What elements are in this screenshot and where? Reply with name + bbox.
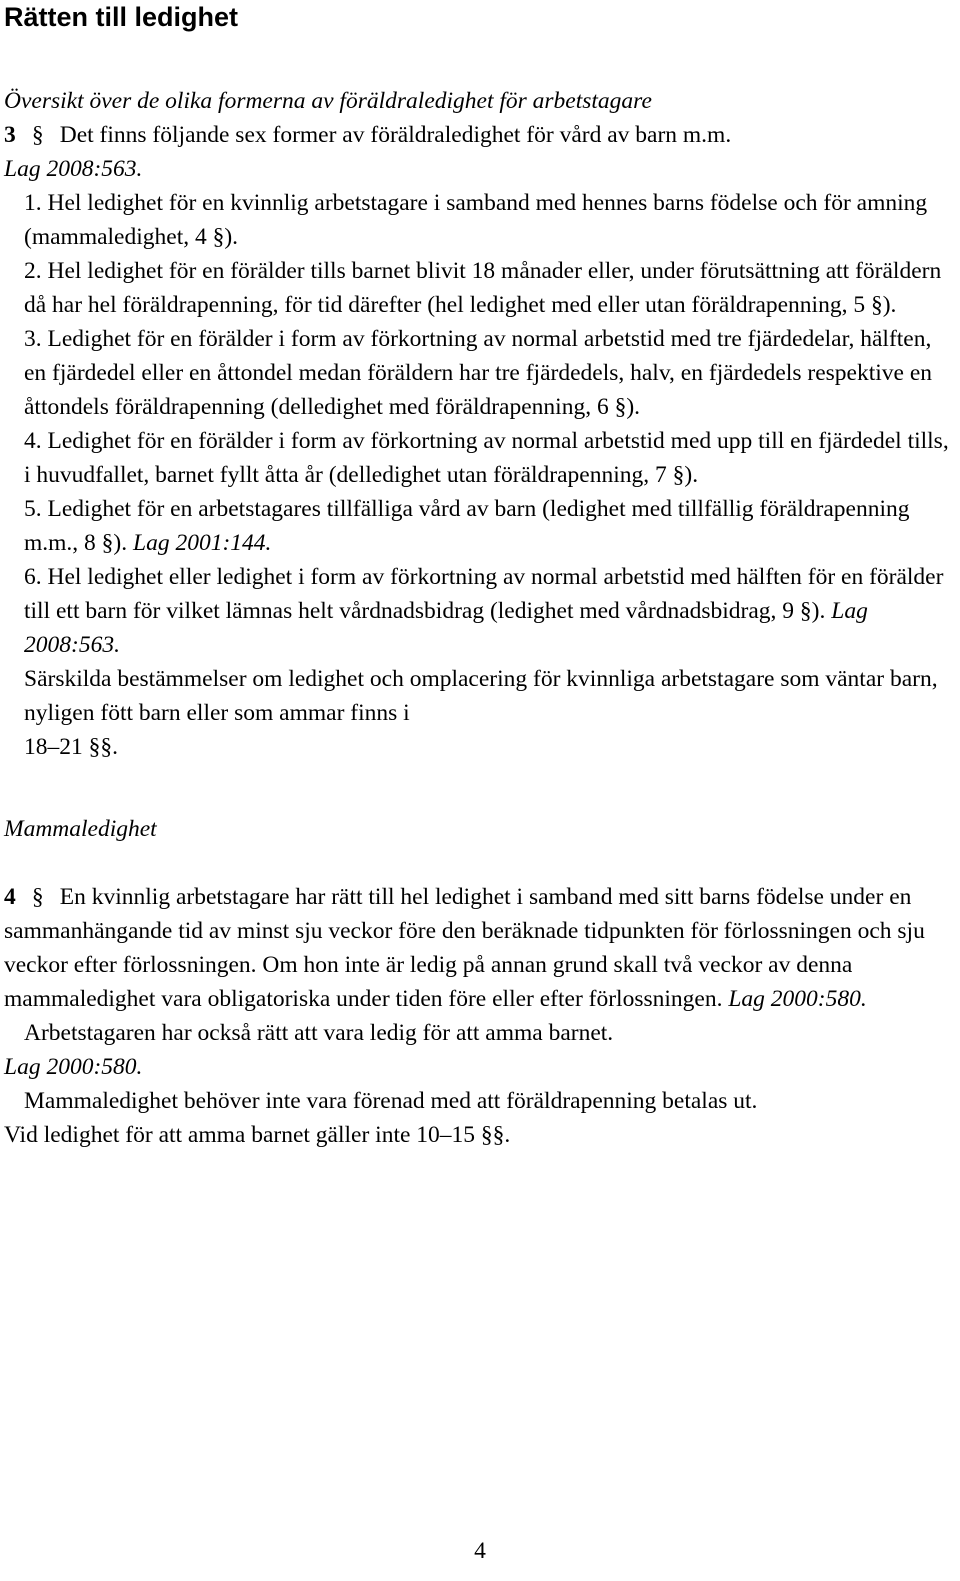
section-spacer	[4, 764, 950, 812]
paragraph-4-third	[4, 1084, 950, 1118]
list-item-text: Ledighet för en förälder i form av förkortning av normal arbetstid med tre fjärdedelar, hälften, en fjärdedel eller en åttondel medan föräldern har tre fjärdedels, halv, en fjärdedels respektive en åttondels föräldrapenning (delledighet med föräldrapenning, 6 §).	[24, 326, 933, 420]
paragraph-number: 3	[4, 122, 16, 148]
paragraph-text: Mammaledighet behöver inte vara förenad med att föräldrapenning betalas ut.	[24, 1088, 758, 1114]
section-spacer	[4, 846, 950, 880]
page-title: Rätten till ledighet	[4, 2, 239, 32]
list-item-text: Hel ledighet eller ledighet i form av förkortning av normal arbetstid med hälften för en förälder till ett barn för vilket lämnas helt vårdnadsbidrag (ledighet med vårdnadsbidrag, 9 §).	[24, 564, 944, 624]
list-item	[4, 322, 950, 424]
list-item-number: 2.	[24, 258, 42, 284]
list-item-number: 4.	[24, 428, 42, 454]
page-number: 4	[474, 1538, 486, 1564]
amendment-reference: Lag 2001:144.	[133, 530, 272, 556]
list-item-text: Ledighet för en förälder i form av förkortning av normal arbetstid med upp till en fjärdedel tills, i huvudfallet, barnet fyllt åtta år (delledighet utan föräldrapenning, 7 §).	[24, 428, 949, 488]
amendment-reference: Lag 2008:563.	[4, 156, 143, 182]
paragraph-4	[4, 880, 950, 1016]
section-heading-mammaledighet: Mammaledighet	[4, 816, 157, 842]
list-item-number: 5.	[24, 496, 42, 522]
section-sign: §	[31, 884, 44, 910]
amendment-reference: Lag 2008:563.	[24, 598, 868, 658]
paragraph-4-second	[4, 1016, 950, 1050]
list-item	[4, 560, 950, 662]
paragraph-3	[4, 118, 950, 186]
document-body	[4, 84, 950, 1152]
paragraph-text: Arbetstagaren har också rätt att vara ledig för att amma barnet.	[24, 1020, 614, 1046]
list-item	[4, 424, 950, 492]
list-item-number: 6.	[24, 564, 42, 590]
amendment-reference: Lag 2000:580.	[728, 986, 867, 1012]
list-item	[4, 492, 950, 560]
list-item-number: 3.	[24, 326, 42, 352]
special-provisions	[4, 662, 950, 764]
paragraph-4-third-continuation: Vid ledighet för att amma barnet gäller inte 10–15 §§.	[4, 1122, 511, 1148]
list-item-text: Ledighet för en arbetstagares tillfälliga vård av barn (ledighet med tillfällig föräldrapenning m.m., 8 §).	[24, 496, 910, 556]
paragraph-text: En kvinnlig arbetstagare har rätt till hel ledighet i samband med sitt barns födelse under en sammanhängande tid av minst sju veckor före den beräknade tidpunkten för förlossningen och sju veckor efter förlossningen. Om hon inte är ledig på annan grund skall två veckor av denna mammaledighet vara obligatoriska under tiden före eller efter förlossningen.	[4, 884, 925, 1012]
amendment-reference: Lag 2000:580.	[4, 1054, 143, 1080]
list-item-text: Hel ledighet för en kvinnlig arbetstagare i samband med hennes barns födelse och för amning (mammaledighet, 4 §).	[24, 190, 928, 250]
list-item-text: Hel ledighet för en förälder tills barnet blivit 18 månader eller, under förutsättning att föräldern då har hel föräldrapenning, för tid därefter (hel ledighet med eller utan föräldrapenning, 5 §).	[24, 258, 942, 318]
list-item	[4, 254, 950, 322]
special-provisions-reference: 18–21 §§.	[24, 734, 118, 760]
paragraph-number: 4	[4, 884, 16, 910]
list-item-number: 1.	[24, 190, 42, 216]
section-sign: §	[31, 122, 44, 148]
paragraph-text: Det finns följande sex former av föräldraledighet för vård av barn m.m.	[59, 122, 732, 148]
special-provisions-text: Särskilda bestämmelser om ledighet och omplacering för kvinnliga arbetstagare som väntar barn, nyligen fött barn eller som ammar finns i	[24, 666, 938, 726]
section-heading-overview: Översikt över de olika formerna av föräldraledighet för arbetstagare	[4, 88, 652, 114]
list-item	[4, 186, 950, 254]
